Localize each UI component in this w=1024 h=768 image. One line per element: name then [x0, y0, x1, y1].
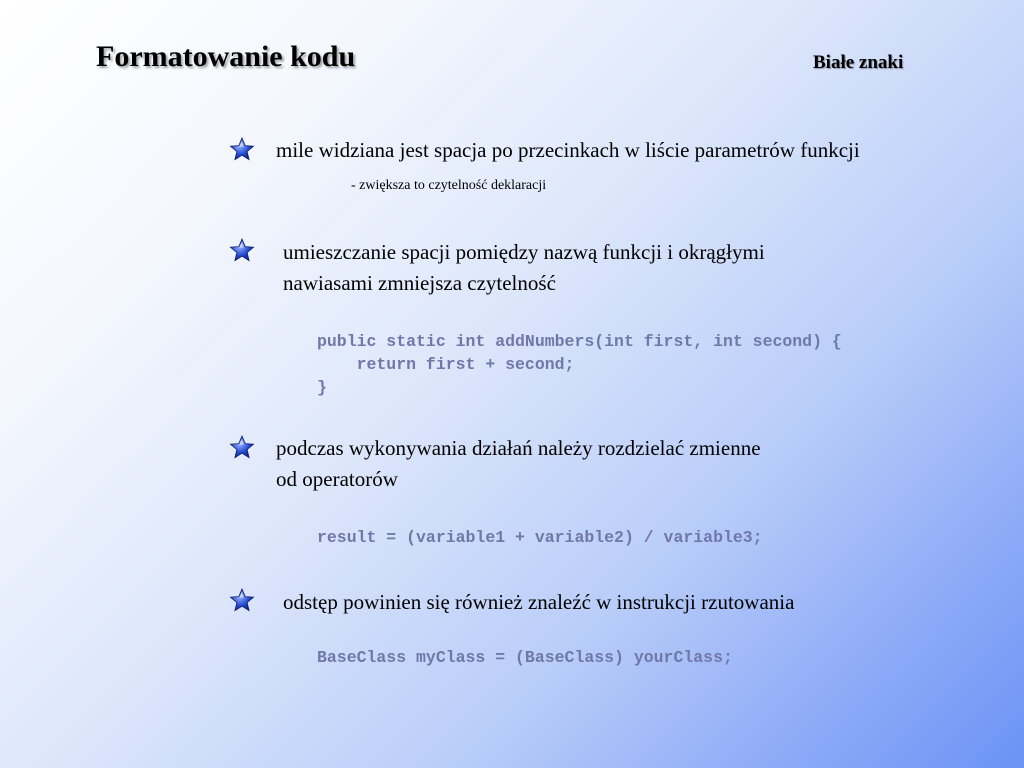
bullet-4-line-1: odstęp powinien się również znaleźć w instrukcji rzutowania — [283, 590, 795, 614]
star-bullet-icon — [229, 588, 255, 612]
code-line: result = (variable1 + variable2) / variable3; — [317, 528, 763, 547]
star-bullet-icon — [229, 238, 255, 262]
code-line: } — [317, 378, 327, 397]
slide-title: Formatowanie kodu — [96, 40, 356, 73]
code-line: return first + second; — [317, 355, 575, 374]
bullet-1-line-1: mile widziana jest spacja po przecinkach w liście parametrów funkcji — [276, 138, 860, 162]
star-bullet-icon — [229, 435, 255, 459]
bullet-3-line-2: od operatorów — [276, 467, 398, 491]
code-line: BaseClass myClass = (BaseClass) yourClass; — [317, 648, 733, 667]
bullet-2-line-1: umieszczanie spacji pomiędzy nazwą funkcji i okrągłymi — [283, 240, 765, 264]
bullet-2-line-2: nawiasami zmniejsza czytelność — [283, 271, 556, 295]
star-bullet-icon — [229, 137, 255, 161]
code-line: public static int addNumbers(int first, int second) { — [317, 332, 842, 351]
slide-subtitle: Białe znaki — [813, 52, 904, 73]
bullet-3-line-1: podczas wykonywania działań należy rozdzielać zmienne — [276, 436, 761, 460]
bullet-1-note: - zwiększa to czytelność deklaracji — [351, 178, 547, 193]
